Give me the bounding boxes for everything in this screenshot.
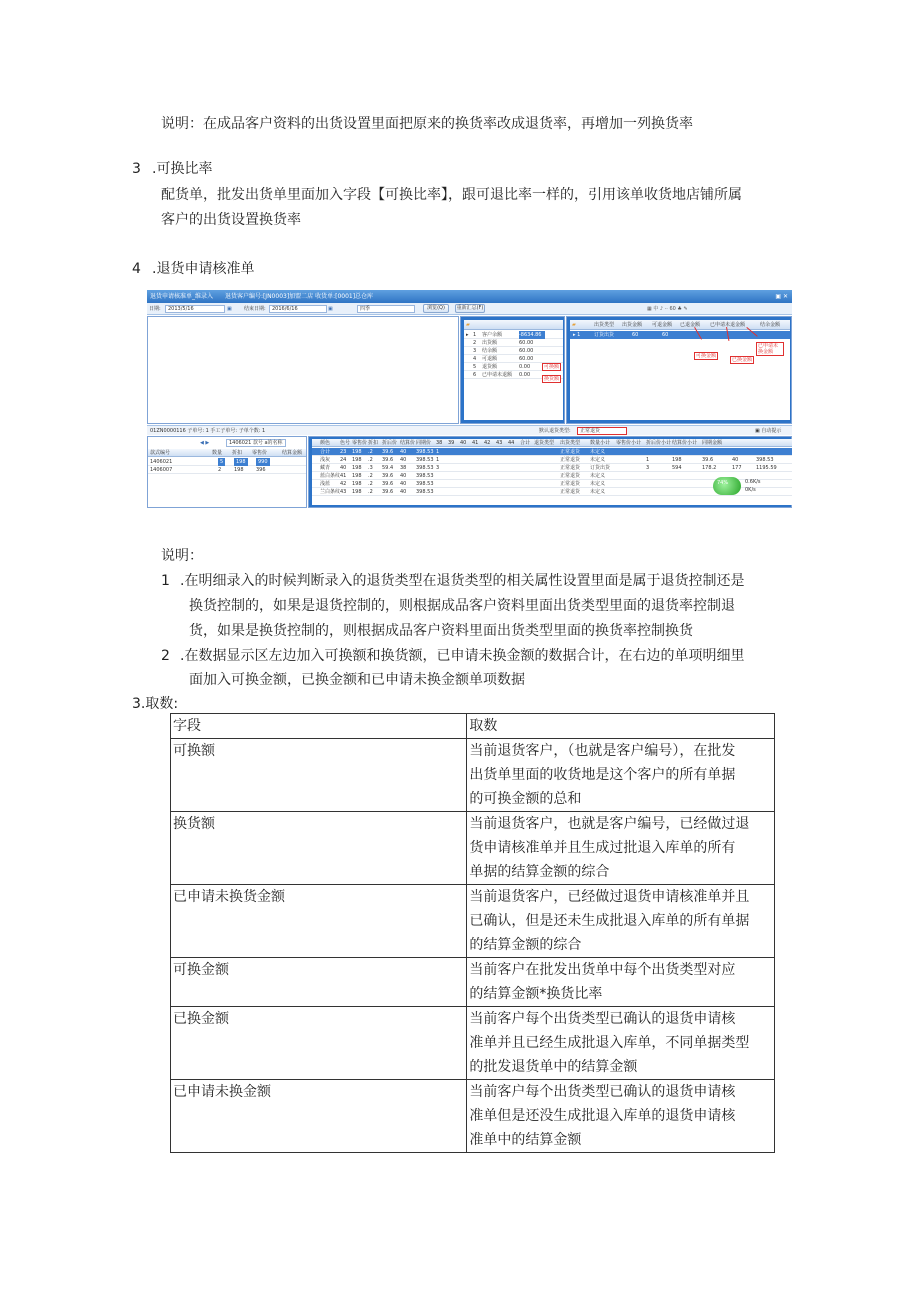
- section3-line2: 客户的出货设置换货率: [161, 212, 301, 228]
- table-row: [171, 885, 775, 958]
- table-row[interactable]: 合计 23 198 .2 39.6 40 398.53 1 正常退货 未定义: [312, 448, 792, 456]
- col-header[interactable]: 零售价小计: [616, 440, 642, 446]
- date-input[interactable]: 2013/5/16: [165, 305, 225, 313]
- table-row[interactable]: 浅灰 24 198 .2 39.6 40 398.53 1 正常退货 未定义 1 198 39.6 40 398.53: [312, 456, 792, 464]
- source-line: 准单但是还没生成批退入库单的退货申请核: [469, 1108, 736, 1124]
- col-header[interactable]: 39: [448, 440, 455, 446]
- list-item[interactable]: 1406007 2 198 396: [148, 466, 306, 474]
- search-input[interactable]: 1406021 款号 a的名称: [226, 439, 286, 447]
- table-row: [171, 1007, 775, 1080]
- default-type-label: 默认退货类型:: [539, 428, 571, 434]
- upper-left-panel: [147, 316, 459, 424]
- col-header[interactable]: 出货类型: [594, 322, 615, 328]
- col-header[interactable]: 颜色: [320, 440, 331, 446]
- detail-panel: [308, 436, 792, 508]
- note-kehuan-amount: 可换金额: [696, 353, 717, 359]
- field-name: 可换额: [171, 739, 467, 812]
- folder-icon: ▰: [466, 322, 470, 328]
- col-header[interactable]: 已退金额: [680, 322, 701, 328]
- filter-bar: [147, 303, 792, 315]
- status-left: 01ZN0000116 子单号: 1 手工子单号: 子单个数: 1: [150, 428, 266, 434]
- source-line: 单据的结算金额的综合: [469, 864, 610, 880]
- section4-title: .退货申请核准单: [152, 261, 255, 277]
- table-row[interactable]: 兰白条纹 43 198 .2 39.6 40 398.53 正常退货 未定义: [312, 488, 792, 496]
- section3-title: .可换比率: [152, 161, 213, 177]
- status-bar: [147, 425, 792, 435]
- col-header[interactable]: 折扣: [368, 440, 379, 446]
- list-item[interactable]: 1406021 5 198 990: [148, 458, 306, 466]
- source-line: 已确认，但是还未生成批退入库单的所有单据: [469, 913, 750, 929]
- source-line: 的结算金额的综合: [469, 937, 582, 953]
- refresh-button[interactable]: 重新汇总(F): [456, 305, 484, 311]
- style-list-panel: [147, 436, 307, 508]
- source-line: 出货单里面的收货地是这个客户的所有单据: [469, 767, 736, 783]
- table-row[interactable]: 蓝白条纹 41 198 .2 39.6 40 398.53 正常退货 未定义: [312, 472, 792, 480]
- query-button[interactable]: 浏览(Q): [423, 304, 449, 313]
- explain-item1-number: 1: [161, 573, 170, 589]
- summary-row[interactable]: 6 已申请未退额 0.00: [464, 371, 563, 379]
- window-title: 退货申请核准单_维录入: [150, 293, 214, 300]
- col-header[interactable]: 色号: [340, 440, 351, 446]
- field-name: 换货额: [171, 812, 467, 885]
- col-header[interactable]: 结算价小计: [672, 440, 698, 446]
- col-header[interactable]: 44: [508, 440, 515, 446]
- gauge-upload: 0.6K/s: [745, 479, 761, 485]
- col-header[interactable]: 可退金额: [652, 322, 673, 328]
- header-source: 取数: [467, 714, 775, 739]
- col-header[interactable]: 43: [496, 440, 503, 446]
- col-header[interactable]: 结余金额: [760, 322, 781, 328]
- source-line: 准单并且已经生成批退入库单，不同单据类型: [469, 1035, 750, 1051]
- col-header[interactable]: 出货类型: [560, 440, 581, 446]
- summary-grid: [464, 320, 563, 420]
- explain-item2-line1: .在数据显示区左边加入可换额和换货额，已申请未换金额的数据合计，在右边的单项明细里: [180, 648, 745, 664]
- col-header[interactable]: 41: [472, 440, 479, 446]
- field-source: [467, 812, 775, 885]
- table-row: [171, 958, 775, 1007]
- table-row[interactable]: ▸ 1 订货出货 60 60: [570, 331, 790, 339]
- summary-row[interactable]: ▸ 1 客户余额 -8634.86: [464, 331, 563, 339]
- toolbar-icons[interactable]: ▦ 中 ♪ ·· 60 ♣ ✎: [647, 306, 688, 312]
- col-header[interactable]: 同期价: [416, 440, 432, 446]
- summary-row[interactable]: 4 可退额 60.00: [464, 355, 563, 363]
- col-header[interactable]: 出货金额: [622, 322, 643, 328]
- intro-note: 说明：在成品客户资料的出货设置里面把原来的换货率改成退货率，再增加一列换货率: [161, 116, 693, 132]
- calendar-icon[interactable]: ▣: [227, 306, 232, 312]
- gauge-download: 0K/s: [745, 487, 756, 493]
- note-yishen-amount: 已申请未换金额: [756, 342, 784, 356]
- field-name: 可换金额: [171, 958, 467, 1007]
- field-source: [467, 739, 775, 812]
- col-header[interactable]: 折扣: [232, 450, 243, 456]
- table-row: [171, 1080, 775, 1153]
- col-header[interactable]: 合计: [520, 440, 531, 446]
- summary-row[interactable]: 2 出货额 60.00: [464, 339, 563, 347]
- explain-item1-line2: 换货控制的，如果是退货控制的，则根据成品客户资料里面出货类型里面的退货率控制退: [189, 598, 735, 614]
- table-row[interactable]: 藏青 40 198 .3 59.4 38 398.53 3 正常退货 订货出货 3 594 178.2 177 1195.59: [312, 464, 792, 472]
- type-panel: [566, 316, 792, 424]
- section3-line1: 配货单，批发出货单里面加入字段【可换比率】，跟可退比率一样的，引用该单收货地店铺所属: [161, 187, 742, 203]
- table-row: [171, 739, 775, 812]
- source-line: 当前退货客户，也就是客户编号，已经做过退: [469, 816, 750, 832]
- col-header[interactable]: 已申请未退金额: [710, 322, 746, 328]
- source-line: 货申请核准单并且生成过批退入库单的所有: [469, 840, 736, 856]
- field-name: 已申请未换金额: [171, 1080, 467, 1153]
- window-controls-icon[interactable]: ▣ ✕: [775, 293, 788, 300]
- summary-row[interactable]: 5 退货额 0.00: [464, 363, 563, 371]
- col-header[interactable]: 零售价: [252, 450, 268, 456]
- col-header[interactable]: 40: [460, 440, 467, 446]
- network-gauge-icon: 74%: [713, 477, 741, 495]
- field-source: [467, 1080, 775, 1153]
- calendar-icon[interactable]: ▣: [328, 306, 333, 312]
- col-header[interactable]: 折后价小计: [646, 440, 672, 446]
- field-table: [170, 713, 775, 1153]
- note-yihuan-amount: 已换金额: [732, 357, 753, 363]
- detail-grid: [312, 439, 792, 505]
- col-header[interactable]: 38: [436, 440, 443, 446]
- field-source: [467, 885, 775, 958]
- date-label: 日期:: [149, 306, 161, 312]
- col-header[interactable]: 同期金额: [702, 440, 723, 446]
- source-line: 当前退货客户，已经做过退货申请核准单并且: [469, 889, 750, 905]
- note-huanhuo: 换货额: [544, 376, 560, 382]
- season-select[interactable]: 四季: [357, 305, 415, 313]
- explain-item1-line1: .在明细录入的时候判断录入的退货类型在退货类型的相关属性设置里面是属于退货控制还是: [180, 573, 745, 589]
- note-kehuan: 可换额: [544, 364, 560, 370]
- source-line: 当前客户每个出货类型已确认的退货申请核: [469, 1084, 736, 1100]
- col-header[interactable]: 42: [484, 440, 491, 446]
- explain-title: 说明：: [161, 548, 203, 564]
- source-line: 当前客户每个出货类型已确认的退货申请核: [469, 1011, 736, 1027]
- auto-hint-checkbox[interactable]: ▣ 自动提示: [755, 428, 782, 434]
- table-row: [171, 812, 775, 885]
- col-header[interactable]: 结算价: [400, 440, 416, 446]
- field-name: 已换金额: [171, 1007, 467, 1080]
- summary-panel: [460, 316, 565, 424]
- col-header[interactable]: 折后价: [382, 440, 398, 446]
- section3-number: 3: [132, 161, 141, 177]
- nav-arrows-icon[interactable]: ◀ ▶: [200, 440, 210, 446]
- source-line: 准单中的结算金额: [469, 1132, 582, 1148]
- col-header[interactable]: 款式编号: [150, 450, 171, 456]
- header-field: 字段: [171, 714, 467, 739]
- explain-item2-number: 2: [161, 648, 170, 664]
- source-line: 的结算金额*换货比率: [469, 986, 603, 1002]
- summary-row[interactable]: 3 结余额 60.00: [464, 347, 563, 355]
- table-header-row: [171, 714, 775, 739]
- window-titlebar: [147, 290, 792, 303]
- field-name: 已申请未换货金额: [171, 885, 467, 958]
- window-title-extra: 退货客户编号:[JN0003]加盟二店 收货单:[0001]总仓库: [224, 293, 374, 300]
- col-header[interactable]: 退货类型: [534, 440, 555, 446]
- app-screenshot: [147, 290, 792, 508]
- default-type-select[interactable]: 正常退货: [577, 427, 627, 435]
- fetch-title: 3.取数:: [132, 696, 179, 712]
- col-header[interactable]: 数量小计: [590, 440, 611, 446]
- source-line: 当前退货客户，（也就是客户编号），在批发: [469, 743, 736, 759]
- explain-item2-line2: 面加入可换金额，已换金额和已申请未换金额单项数据: [189, 672, 525, 688]
- source-line: 的可换金额的总和: [469, 791, 582, 807]
- col-header[interactable]: 结算金额: [282, 450, 303, 456]
- source-line: 的批发退货单中的结算金额: [469, 1059, 638, 1075]
- field-source: [467, 958, 775, 1007]
- explain-item1-line3: 货，如果是换货控制的，则根据成品客户资料里面出货类型里面的换货率控制换货: [189, 623, 693, 639]
- table-row[interactable]: 浅蓝 42 198 .2 39.6 40 398.53 正常退货 未定义: [312, 480, 792, 488]
- col-header[interactable]: 零售价: [352, 440, 368, 446]
- field-source: [467, 1007, 775, 1080]
- source-line: 当前客户在批发出货单中每个出货类型对应: [469, 962, 736, 978]
- end-date-input[interactable]: 2016/6/16: [269, 305, 327, 313]
- folder-icon: ▰: [572, 322, 576, 328]
- col-header[interactable]: 数量: [212, 450, 223, 456]
- section4-number: 4: [132, 261, 141, 277]
- end-date-label: 结束日期:: [244, 306, 266, 312]
